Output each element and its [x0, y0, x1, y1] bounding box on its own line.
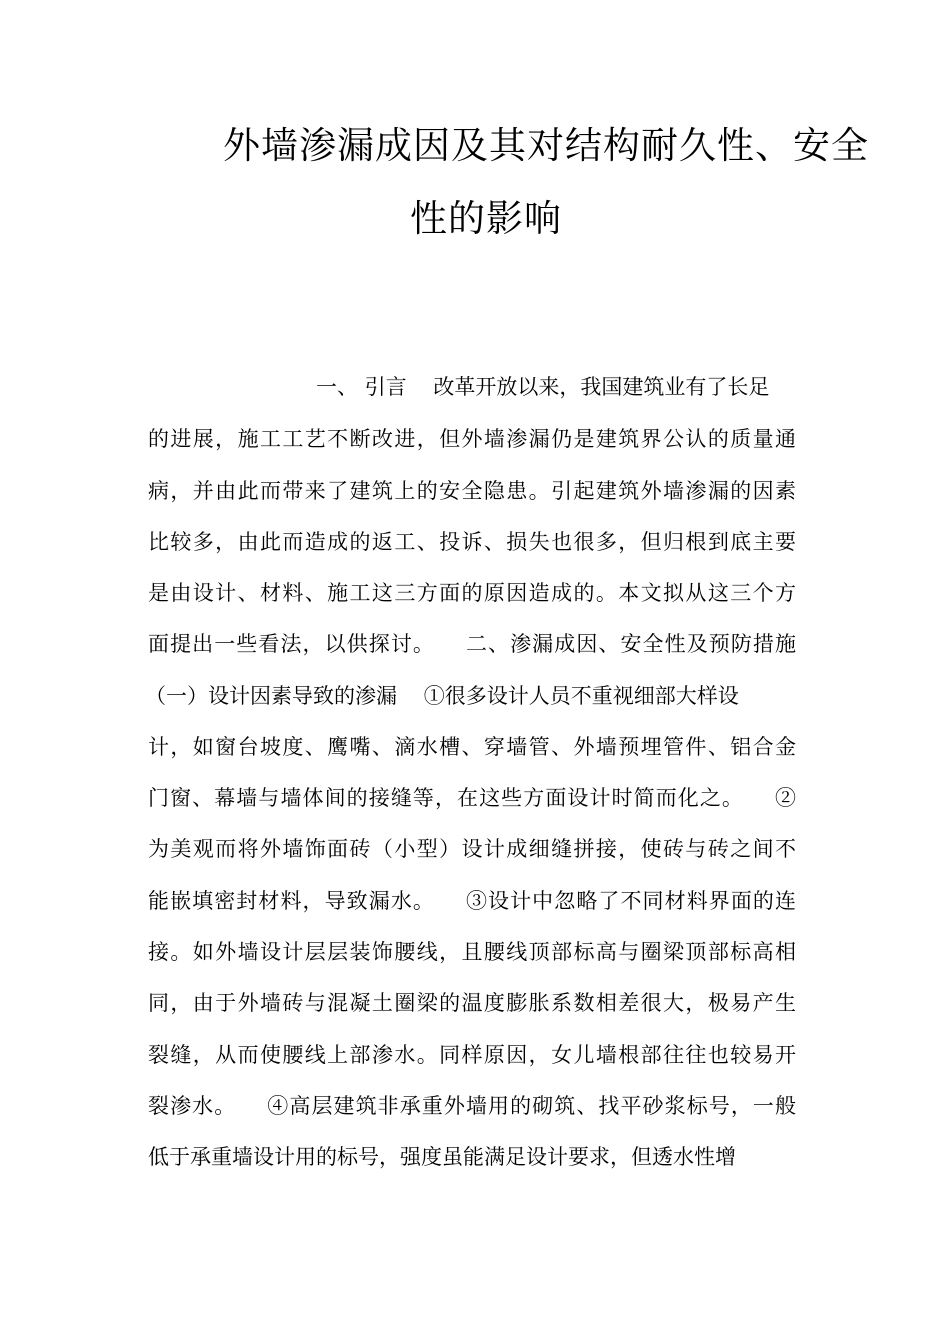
paragraph-line: 面提出一些看法，以供探讨。 二、渗漏成因、安全性及预防措施 [148, 632, 796, 656]
paragraph-line: 计，如窗台坡度、鹰嘴、滴水槽、穿墙管、外墙预埋管件、铝合金 [148, 735, 796, 759]
document-title-line-1: 外墙渗漏成因及其对结构耐久性、安全 [223, 124, 869, 167]
paragraph-line: 一、 引言 改革开放以来，我国建筑业有了长足 [316, 375, 770, 399]
document-title-line-2: 性的影响 [410, 197, 562, 240]
paragraph-line: 能嵌填密封材料，导致漏水。 ③设计中忽略了不同材料界面的连 [148, 889, 796, 913]
paragraph-line: 低于承重墙设计用的标号，强度虽能满足设计要求，但透水性增 [148, 1145, 736, 1169]
paragraph-line: 的进展，施工工艺不断改进，但外墙渗漏仍是建筑界公认的质量通 [148, 427, 796, 451]
paragraph-line: 为美观而将外墙饰面砖（小型）设计成细缝拼接，使砖与砖之间不 [148, 837, 796, 861]
paragraph-line: 裂缝，从而使腰线上部渗水。同样原因，女儿墙根部往往也较易开 [148, 1043, 796, 1067]
paragraph-line: 比较多，由此而造成的返工、投诉、损失也很多，但归根到底主要 [148, 530, 796, 554]
paragraph-line: 门窗、幕墙与墙体间的接缝等，在这些方面设计时简而化之。 ② [148, 786, 796, 810]
paragraph-line: 同，由于外墙砖与混凝土圈梁的温度膨胀系数相差很大，极易产生 [148, 991, 796, 1015]
paragraph-line: 病，并由此而带来了建筑上的安全隐患。引起建筑外墙渗漏的因素 [148, 479, 796, 503]
paragraph-line: （一）设计因素导致的渗漏 ①很多设计人员不重视细部大样设 [145, 684, 739, 708]
paragraph-line: 是由设计、材料、施工这三方面的原因造成的。本文拟从这三个方 [148, 581, 796, 605]
paragraph-line: 裂渗水。 ④高层建筑非承重外墙用的砌筑、找平砂浆标号，一般 [148, 1094, 796, 1118]
paragraph-line: 接。如外墙设计层层装饰腰线，且腰线顶部标高与圈梁顶部标高相 [148, 940, 796, 964]
